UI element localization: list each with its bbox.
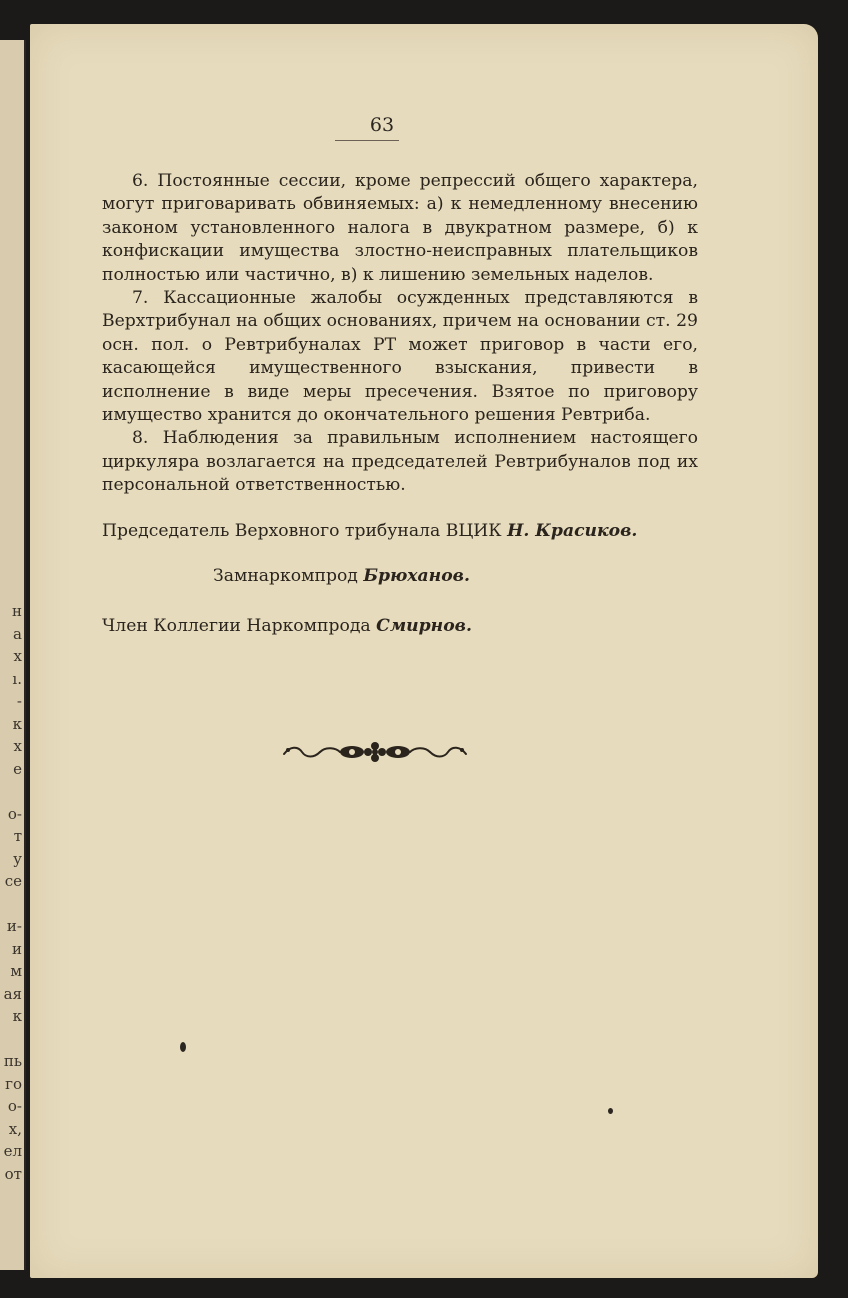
paragraph-8: 8. Наблюдения за правильным исполнением настоящего циркуляра возлагается на председателей Ревтрибуналов под их персональной ответственностью.	[102, 428, 698, 496]
left-page-fragment	[0, 1028, 22, 1051]
body-text	[102, 170, 698, 498]
ink-speck	[608, 1108, 613, 1114]
left-page-fragment: -	[16, 692, 22, 710]
signature-title: Член Коллегии Наркомпрода	[102, 616, 371, 636]
left-page-fragment	[0, 893, 22, 916]
signature-collegium-member	[102, 616, 472, 636]
left-page-fragment: ı.	[12, 669, 22, 688]
left-page-fragment: и-	[6, 917, 22, 935]
left-page-fragment: ая	[3, 984, 22, 1003]
signature-title: Замнаркомпрод	[213, 566, 358, 586]
left-page-fragment: се	[4, 872, 22, 890]
left-page-fragment: н	[12, 602, 22, 620]
signature-name: Смирнов.	[376, 616, 472, 636]
signature-name: Брюханов.	[363, 566, 470, 586]
page-number: 63	[369, 114, 395, 136]
signature-title: Председатель Верховного трибунала ВЦИК	[102, 521, 502, 541]
left-page-fragment: к	[12, 714, 22, 733]
left-page-fragment: м	[10, 962, 22, 980]
left-page-fragment: х	[13, 647, 22, 665]
left-page-fragment: е	[13, 759, 22, 778]
page-number-rule	[335, 140, 399, 141]
left-page-fragment: пь	[3, 1052, 22, 1070]
left-page-fragment: о-	[7, 804, 22, 823]
paragraph-6: 6. Постоянные сессии, кроме репрессий общего характера, могут приговаривать обвиняемых: а) к немедленному внесению законом установленного налога в двукратном размере, б) к конфискации имущества злостно-неисправных плательщиков полностью или частично, в) к лишению земельных наделов.	[102, 171, 698, 285]
left-page-fragment: а	[13, 624, 22, 643]
left-page-fragment	[0, 780, 22, 803]
ink-speck	[180, 1042, 186, 1052]
document-page	[30, 24, 818, 1278]
left-page-fragment: о-	[7, 1097, 22, 1115]
left-page-fragment: и	[12, 939, 22, 958]
left-page-fragment: го	[5, 1074, 22, 1093]
left-page-fragment: х	[13, 737, 22, 755]
left-page-edge	[0, 40, 26, 1270]
left-page-fragment: у	[13, 849, 22, 868]
left-page-fragment: к	[12, 1007, 22, 1025]
left-page-fragment: ел	[3, 1142, 22, 1160]
scroll-ornament-icon	[280, 738, 470, 764]
paragraph-7: 7. Кассационные жалобы осужденных представляются в Верхтрибунал на общих основаниях, причем на основании ст. 29 осн. пол. о Ревтрибуналах РТ может приговор в части его, касающейся имущественного взыскания, привести в исполнение в виде меры пресечения. Взятое по приговору имущество хранится до окончательного решения Ревтриба.	[102, 288, 698, 426]
signature-deputy-commissar	[213, 566, 470, 586]
left-page-fragment: т	[13, 827, 22, 845]
signature-name: Н. Красиков.	[507, 521, 638, 541]
left-page-fragment: от	[4, 1164, 22, 1183]
signature-chairman	[102, 521, 637, 541]
left-page-fragments	[0, 600, 22, 1185]
left-page-fragment: х,	[8, 1119, 22, 1138]
